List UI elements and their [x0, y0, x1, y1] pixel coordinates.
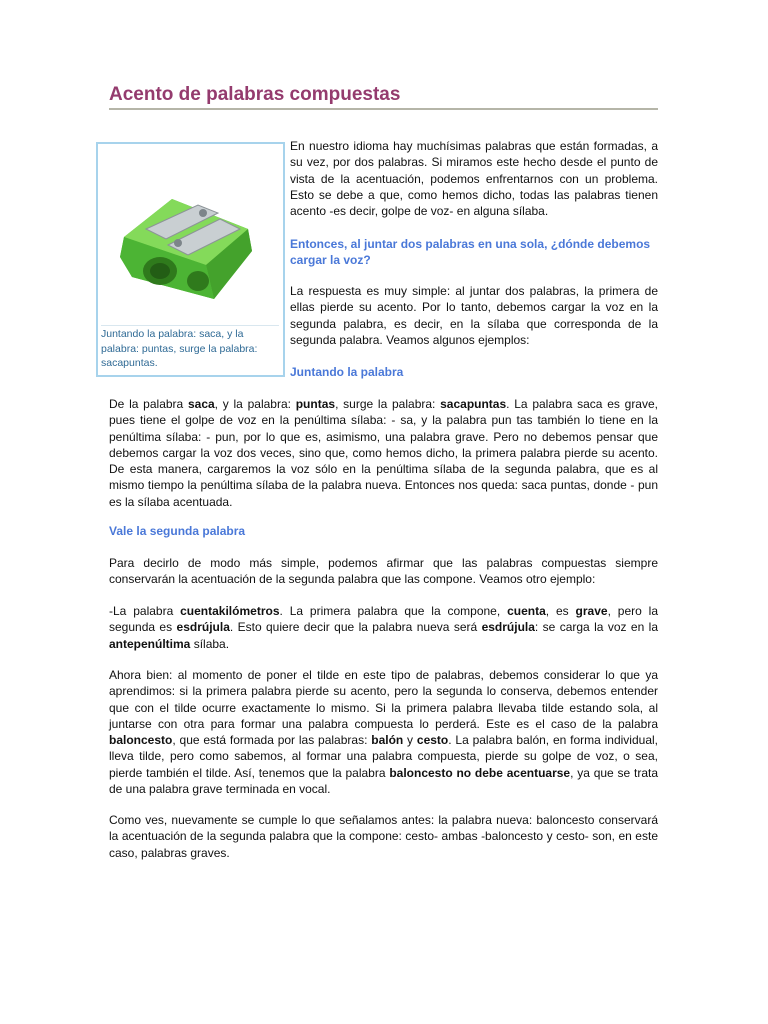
text-run: , y la palabra:: [214, 397, 296, 411]
answer-paragraph: La respuesta es muy simple: al juntar dos palabras, la primera de ellas pierde su acento. Por lo tanto, debemos cargar la voz en la segunda palabra, es decir, en la sílaba que corresponda de la segunda palabra. Veamos algunos ejemplos:: [290, 284, 658, 347]
text-run: sílaba.: [190, 636, 230, 651]
bold-term: cesto: [416, 733, 449, 748]
bold-term: antepenúltima: [109, 636, 191, 651]
bold-term: baloncesto: [109, 733, 173, 748]
text-run: y: [403, 733, 417, 748]
text-run: , ya que se trata de una palabra grave terminada en vocal.: [109, 765, 659, 797]
page-title: Acento de palabras compuestas: [109, 84, 658, 110]
section-heading-juntando: Juntando la palabra: [290, 365, 404, 379]
figure-caption: Juntando la palabra: saca, y la palabra: puntas, surge la palabra: sacapuntas.: [101, 325, 279, 371]
paragraph-sacapuntas: [109, 396, 658, 510]
bold-term: saca: [187, 397, 215, 411]
text-run: . La palabra balón, en forma individual, lleva tilde, pero como sabemos, al formar una palabra compuesta, pierde su golpe de voz, o sea, pierde también el tilde. Así, tenemos que la palabra: [109, 733, 658, 780]
paragraph-simple: Para decirlo de modo más simple, podemos afirmar que las palabras compuestas siempre conservarán la acentuación de la segunda palabra que las compone. Veamos otro ejemplo:: [109, 556, 658, 587]
bold-term: esdrújula: [481, 620, 535, 635]
pencil-sharpener-photo: [102, 159, 262, 319]
text-run: : se carga la voz en la: [534, 620, 659, 635]
bold-term: puntas: [295, 397, 336, 411]
text-run: . La palabra saca es grave, pues tiene el golpe de voz en la penúltima sílaba: - sa, y la palabra pun tas también lo tiene en la penúltima sílaba: - pun, por lo que es, asimismo, una palabra grave. Pero no debemos pensar que debemos cargar la voz dos veces, sino que, como hemos dicho, la primera palabra pierde su acento. De esta manera, cargaremos la voz sólo en la penúltima sílaba de la segunda palabra, que es al mismo tiempo la penúltima sílaba de la palabra nueva. Entonces nos queda: saca puntas, donde - pun es la sílaba acentuada.: [109, 397, 658, 509]
intro-paragraph: En nuestro idioma hay muchísimas palabras que están formadas, a su vez, por dos palabras. Si miramos este hecho desde el punto de vista de la acentuación, podemos enfrentarnos con un problema. Esto se debe a que, como hemos dicho, todas las palabras tienen acento -es decir, golpe de voz- en alguna sílaba.: [290, 139, 658, 219]
text-run: , es: [545, 604, 576, 618]
bold-term: esdrújula: [176, 620, 230, 635]
bold-term: cuentakilómetros: [180, 604, 280, 618]
bold-term: sacapuntas: [440, 397, 507, 411]
text-run: , que está formada por las palabras:: [172, 733, 372, 748]
text-run: Ahora bien: al momento de poner el tilde en este tipo de palabras, debemos considerar lo que ya aprendimos: si la primera palabra pierde su acento, pero la segunda lo conserva, debemos entender que con el tilde ocurre exactamente lo mismo. Si la primera palabra llevaba tilde estando sola, al juntarse con otra para formar una palabra compuesta lo perderá. Este es el caso de la palabra: [109, 668, 658, 731]
bold-term: balón: [371, 733, 404, 748]
text-run: De la palabra: [109, 397, 188, 411]
paragraph-cuentakilometros: [109, 603, 658, 652]
paragraph-conclusion: Como ves, nuevamente se cumple lo que señalamos antes: la palabra nueva: baloncesto conservará la acentuación de la segunda palabra que la compone: cesto- ambas -baloncesto y cesto- son, en este caso, palabras graves.: [109, 813, 658, 860]
section-heading-vale: Vale la segunda palabra: [109, 524, 246, 538]
bold-term: grave: [575, 604, 608, 618]
text-run: . La primera palabra que la compone,: [279, 604, 508, 618]
text-run: , surge la palabra:: [335, 397, 441, 411]
bold-term: cuenta: [507, 604, 546, 618]
figure-box: [96, 142, 285, 377]
question-heading: Entonces, al juntar dos palabras en una sola, ¿dónde debemos cargar la voz?: [290, 237, 651, 268]
bold-term: baloncesto no debe acentuarse: [389, 765, 571, 780]
paragraph-baloncesto: [109, 667, 658, 797]
text-run: . Esto quiere decir que la palabra nueva será: [229, 620, 482, 635]
text-run: -La palabra: [109, 604, 181, 618]
text-run: , pero la segunda es: [109, 604, 659, 635]
